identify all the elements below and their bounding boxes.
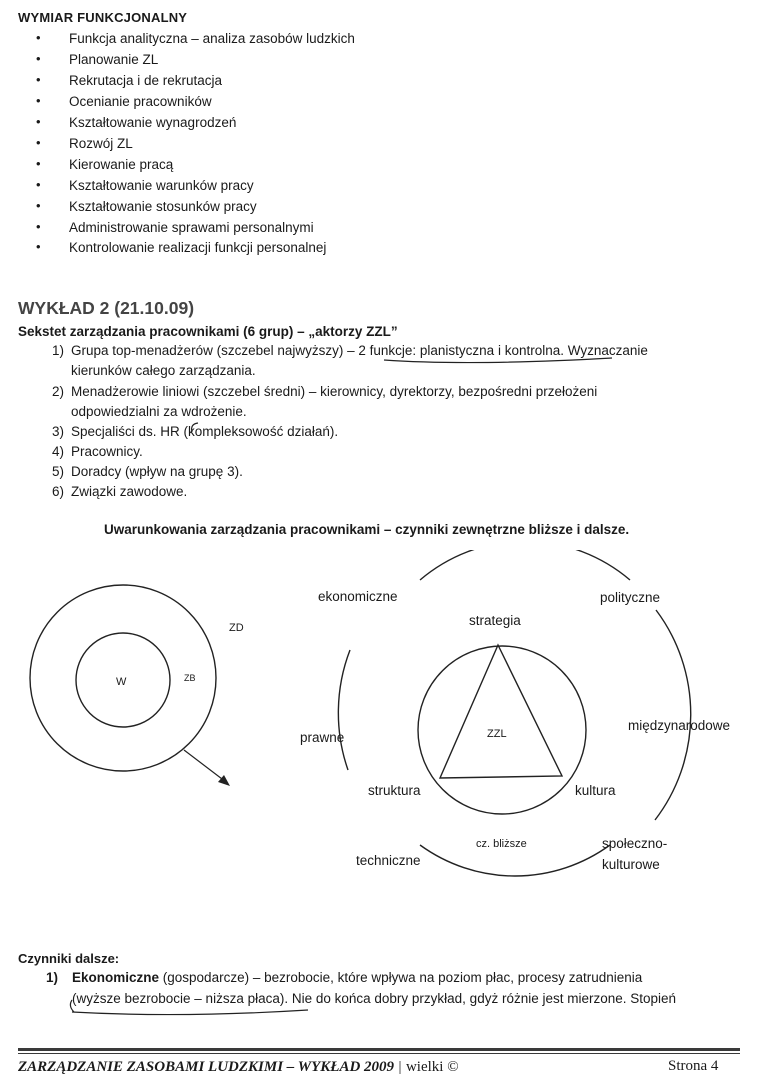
paragraph-line: (wyższe bezrobocie – niższa płaca). Nie do końca dobry przykład, gdyż różnie jest mierzone. Stopień xyxy=(72,991,677,1006)
footer-author: wielki © xyxy=(405,1059,459,1075)
diagram-title: Uwarunkowania zarządzania pracownikami – czynniki zewnętrzne bliższe i dalsze. xyxy=(104,522,630,537)
label-corner: struktura xyxy=(368,783,421,798)
list-item: • Planowanie ZL xyxy=(69,52,158,67)
item-number: 1) xyxy=(51,343,64,358)
page-number: Strona 4 xyxy=(668,1058,719,1074)
footer-rule xyxy=(18,1053,740,1054)
label-zd: ZD xyxy=(229,622,244,634)
list-item: • Kształtowanie warunków pracy xyxy=(69,178,254,193)
list-item-continuation: kierunków całego zarządzania. xyxy=(71,363,256,378)
underline-mark xyxy=(72,1010,308,1015)
item-number: 5) xyxy=(51,464,64,479)
outer-arc-top xyxy=(420,550,630,580)
triangle xyxy=(440,645,562,778)
item-heading: Ekonomiczne xyxy=(72,970,160,985)
list-item: • Administrowanie sprawami personalnymi xyxy=(69,220,314,235)
item-text: Menadżerowie liniowi (szczebel średni) – kierownicy, dyrektorzy, bezpośredni przełożeni xyxy=(71,384,598,399)
list-item: • Kontrolowanie realizacji funkcji personalnej xyxy=(69,240,326,255)
item-text: (gospodarcze) – bezrobocie, które wpływa na poziom płac, procesy zatrudnienia xyxy=(159,970,643,985)
label-outer: międzynarodowe xyxy=(628,718,731,733)
footer-rule xyxy=(18,1048,740,1051)
lecture-subtitle: Sekstet zarządzania pracownikami (6 grup) – „aktorzy ZZL” xyxy=(18,324,398,339)
item-text: Grupa top-menadżerów (szczebel najwyższy) – 2 funkcje: planistyczna i kontrolna. Wyznaczanie xyxy=(71,343,648,358)
label-outer: techniczne xyxy=(356,853,421,868)
footer xyxy=(18,1058,459,1076)
item-text: Pracownicy. xyxy=(71,444,143,459)
list-item: • Funkcja analityczna – analiza zasobów ludzkich xyxy=(69,31,355,46)
item-number: 3) xyxy=(51,424,64,439)
outer-arc-left xyxy=(338,650,350,770)
list-item: • Ocenianie pracowników xyxy=(69,94,212,109)
label-outer: ekonomiczne xyxy=(318,589,398,604)
label-apex: strategia xyxy=(469,613,521,628)
list-item: • Rekrutacja i de rekrutacja xyxy=(69,73,222,88)
label-outer: polityczne xyxy=(600,590,661,605)
underline-mark xyxy=(384,358,612,363)
item-number: 6) xyxy=(51,484,64,499)
bracket-mark xyxy=(192,423,198,432)
item-text: Doradcy (wpływ na grupę 3). xyxy=(71,464,243,479)
label-center: ZZL xyxy=(487,728,507,740)
label-corner: kultura xyxy=(575,783,616,798)
label-w: W xyxy=(116,676,127,688)
item-text: Specjaliści ds. HR (kompleksowość działań). xyxy=(71,424,339,439)
list-item-continuation: odpowiedzialni za wdrożenie. xyxy=(71,404,247,419)
arrow-line xyxy=(184,750,226,782)
item-number: 4) xyxy=(51,444,64,459)
section-title: WYMIAR FUNKCJONALNY xyxy=(18,10,188,25)
label-outer: kulturowe xyxy=(602,857,660,872)
label-outer: społeczno- xyxy=(602,836,668,851)
outer-arc-right xyxy=(655,610,691,820)
footer-title: ZARZĄDZANIE ZASOBAMI LUDZKIMI – WYKŁAD 2009 xyxy=(18,1059,395,1075)
section-title: Czynniki dalsze: xyxy=(18,951,120,966)
label-outer: prawne xyxy=(300,730,345,745)
label-inner-note: cz. bliższe xyxy=(476,838,527,850)
item-number: 1) xyxy=(46,970,59,985)
lecture-title: WYKŁAD 2 (21.10.09) xyxy=(18,298,195,318)
footer-separator: | xyxy=(398,1059,402,1075)
paragraph-line xyxy=(46,970,642,985)
item-number: 2) xyxy=(51,384,64,399)
list-item: • Rozwój ZL xyxy=(69,136,133,151)
list-item: • Kształtowanie wynagrodzeń xyxy=(69,115,236,130)
label-zb: ZB xyxy=(184,673,196,683)
item-text: Związki zawodowe. xyxy=(71,484,188,499)
list-item: • Kierowanie pracą xyxy=(69,157,173,172)
list-item: • Kształtowanie stosunków pracy xyxy=(69,199,257,214)
left-diagram xyxy=(0,560,280,800)
